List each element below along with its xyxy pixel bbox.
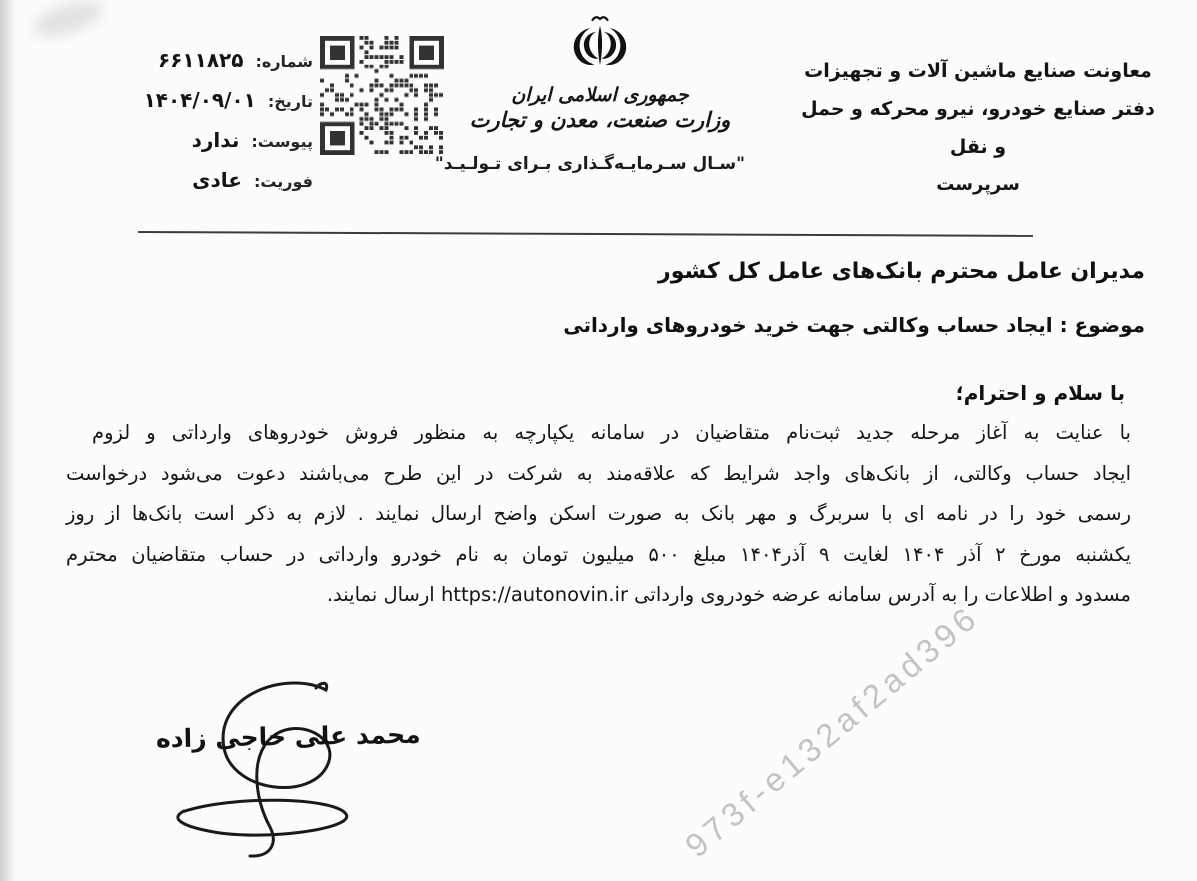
subject-line: موضوع : ایجاد حساب وکالتی جهت خرید خودروهای وارداتی [563,313,1145,337]
department-line-1: معاونت صنایع ماشین آلات و تجهیزات [804,60,1152,82]
urgency-label: فوریت: [253,172,313,191]
signature-scrawl-icon [168,672,363,860]
country-title: جمهوری اسلامی ایران [511,84,689,106]
watermark-code: 973f-e132af2ad396 [678,597,987,865]
department-line-2: دفتر صنایع خودرو، نیرو محرکه و حمل و نقل [801,98,1155,158]
body-line: مسدود و اطلاعات را به آدرس سامانه عرضه خودروی وارداتی https://autonovin.ir ارسال نمایند. [326,583,1131,606]
body-line: رسمی خود را در نامه ای با سربرگ و مهر بانک به صورت اسکن واضح ارسال نمایند . لازم به ذکر است بانک‌ها از روز [66,502,1131,525]
letter-body [66,413,1131,616]
meta-row-number [43,48,313,88]
date-label: تاریخ: [267,92,313,111]
urgency-value: عادی [192,168,242,192]
qr-code-canvas [320,36,444,155]
department-line-3: سرپرست [936,174,1020,195]
date-value: ۱۴۰۴/۰۹/۰۱ [143,88,256,112]
scan-smudge [30,0,107,42]
letterhead-center [434,8,745,174]
qr-code [320,36,444,155]
ministry-title: وزارت صنعت، معدن و تجارت [469,108,731,132]
department-block [797,52,1159,204]
recipient-line: مدیران عامل محترم بانک‌های عامل کل کشور [658,259,1145,284]
salutation-line: با سلام و احترام؛ [955,381,1125,405]
letter-meta [43,48,313,208]
scan-edge-shadow [0,0,16,881]
number-value: ۶۶۱۱۸۲۵ [158,48,244,72]
year-slogan: "سـال سـرمایـه‌گـذاری بـرای تـولـیـد" [434,154,745,174]
meta-row-urgency [43,168,313,208]
body-line: ایجاد حساب وکالتی، از بانک‌های واجد شرایط که علاقه‌مند به شرکت در این طرح می‌باشند دعوت می‌شود درخواست [66,461,1131,485]
body-line: با عنایت به آغاز مرحله جدید ثبت‌نام متقاضیان در سامانه یکپارچه به منظور فروش خودروهای وارداتی و لزوم [92,421,1131,444]
signatory-name: محمد علی حاجی زاده [155,719,421,754]
body-line: یکشنبه مورخ ۲ آذر ۱۴۰۴ لغایت ۹ آذر۱۴۰۴ مبلغ ۵۰۰ میلیون تومان به نام خودرو وارداتی در حساب متقاضیان محترم [66,542,1132,566]
meta-row-date [43,88,313,128]
header-divider [138,231,1033,237]
attachment-value: ندارد [191,128,240,152]
meta-row-attachment [43,128,313,168]
number-label: شماره: [255,52,313,71]
iran-emblem-icon [570,8,630,78]
attachment-label: پیوست: [251,132,313,151]
